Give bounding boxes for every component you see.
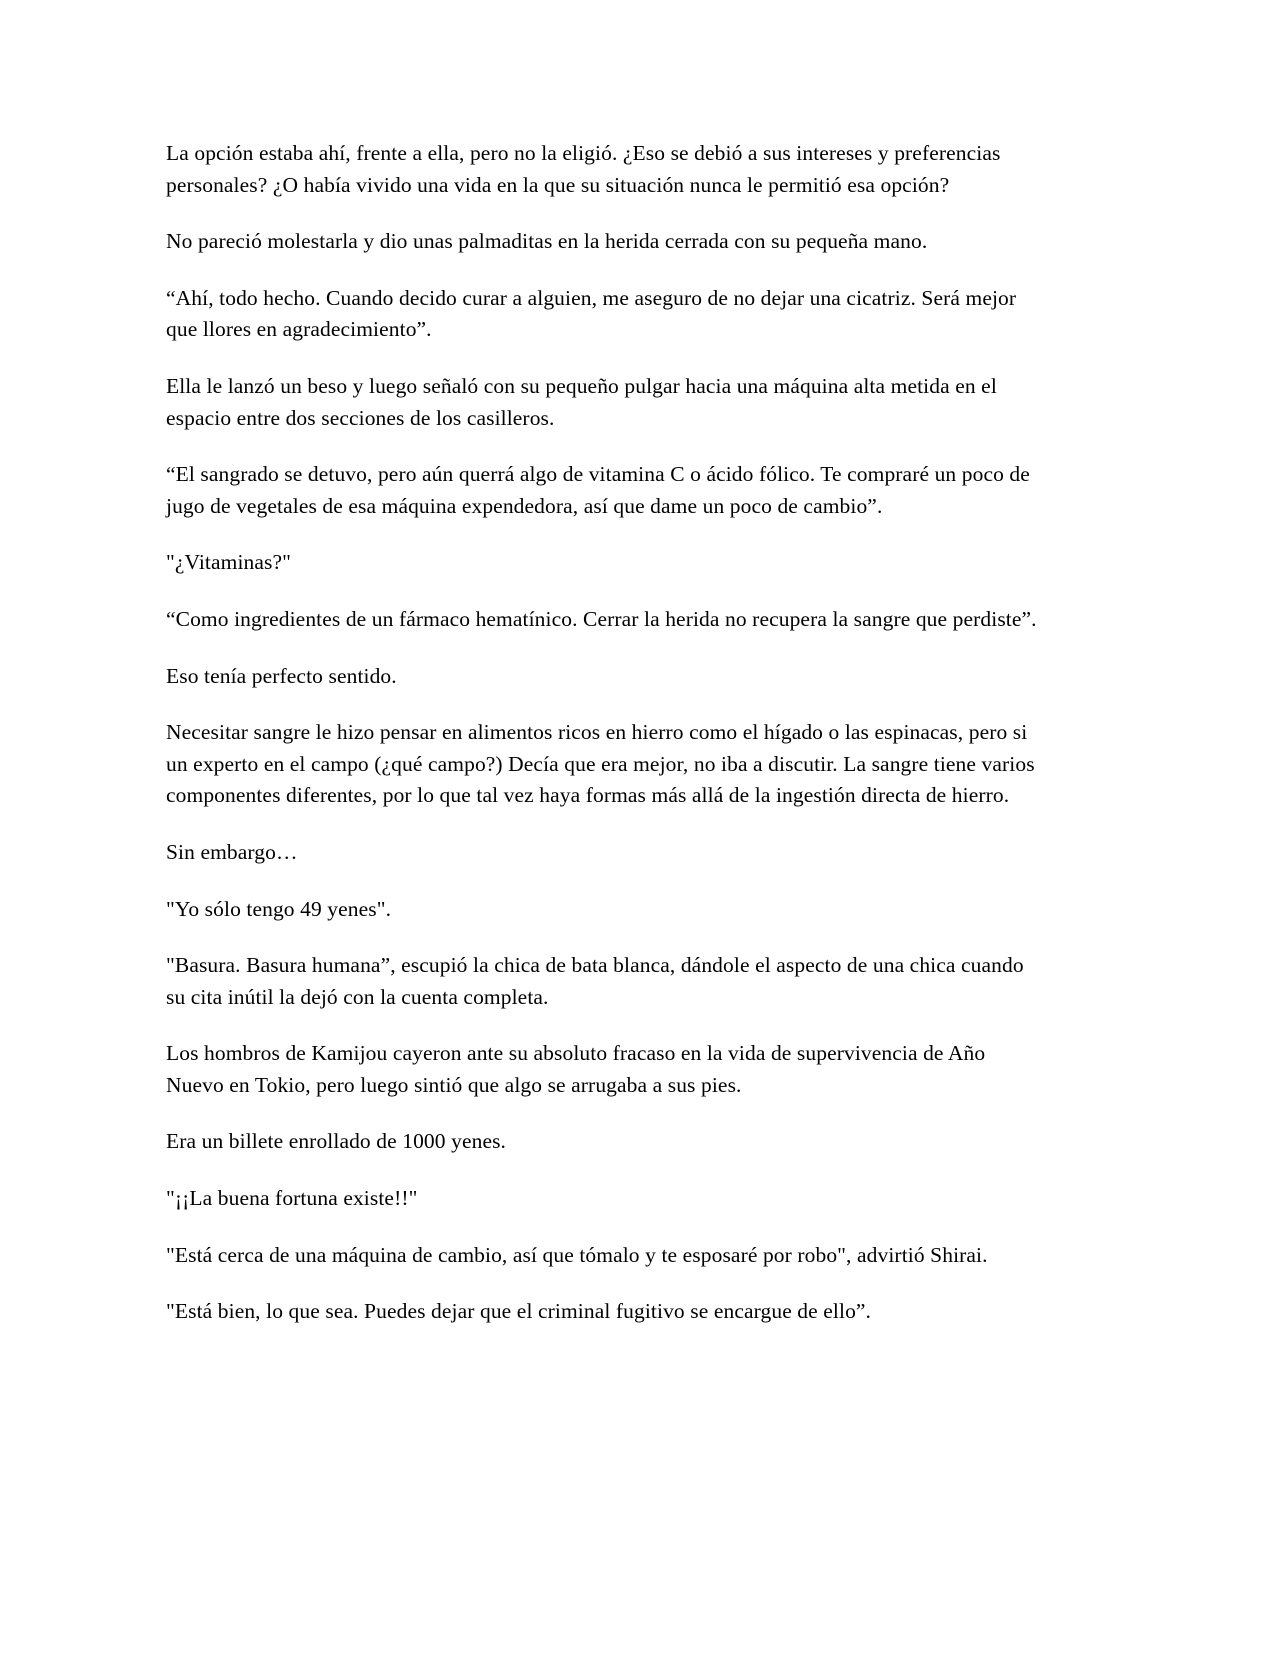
- paragraph: Los hombros de Kamijou cayeron ante su absoluto fracaso en la vida de supervivencia de Año Nuevo en Tokio, pero luego sintió que algo se arrugaba a sus pies.: [166, 1041, 986, 1097]
- paragraph: “Como ingredientes de un fármaco hematínico. Cerrar la herida no recupera la sangre que perdiste”.: [166, 606, 1037, 631]
- paragraph: La opción estaba ahí, frente a ella, pero no la eligió. ¿Eso se debió a sus intereses y preferencias personales? ¿O había vivido una vida en la que su situación nunca le permitió esa opción?: [166, 141, 1001, 197]
- paragraph: Eso tenía perfecto sentido.: [166, 663, 397, 688]
- paragraph: Era un billete enrollado de 1000 yenes.: [166, 1129, 507, 1154]
- paragraph: “Ahí, todo hecho. Cuando decido curar a alguien, me aseguro de no dejar una cicatriz. Será mejor que llores en agradecimiento”.: [166, 285, 1017, 342]
- paragraph: "Está cerca de una máquina de cambio, así que tómalo y te esposaré por robo", advirtió Shirai.: [166, 1242, 988, 1267]
- paragraph: "¡¡La buena fortuna existe!!": [166, 1186, 418, 1211]
- paragraph: “El sangrado se detuvo, pero aún querrá algo de vitamina C o ácido fólico. Te compraré un poco de jugo de vegetales de esa máquina expendedora, así que dame un poco de cambio”.: [166, 462, 1030, 518]
- paragraph: No pareció molestarla y dio unas palmaditas en la herida cerrada con su pequeña mano.: [166, 229, 928, 254]
- paragraph: "Yo sólo tengo 49 yenes".: [166, 896, 392, 921]
- paragraph: "Basura. Basura humana”, escupió la chica de bata blanca, dándole el aspecto de una chica cuando su cita inútil la dejó con la cuenta completa.: [166, 953, 1024, 1009]
- paragraph: "Está bien, lo que sea. Puedes dejar que el criminal fugitivo se encargue de ello”.: [166, 1299, 872, 1324]
- paragraph: Ella le lanzó un beso y luego señaló con su pequeño pulgar hacia una máquina alta metida en el espacio entre dos secciones de los casilleros.: [166, 373, 997, 430]
- paragraph: Necesitar sangre le hizo pensar en alimentos ricos en hierro como el hígado o las espinacas, pero si un experto en el campo (¿qué campo?) Decía que era mejor, no iba a discutir. La sangre tiene varios componentes diferentes, por lo que tal vez haya formas más allá de la ingestión directa de hierro.: [166, 720, 1035, 808]
- paragraph: Sin embargo…: [166, 839, 298, 864]
- paragraph: "¿Vitaminas?": [166, 550, 292, 575]
- document-body: [166, 138, 1046, 1328]
